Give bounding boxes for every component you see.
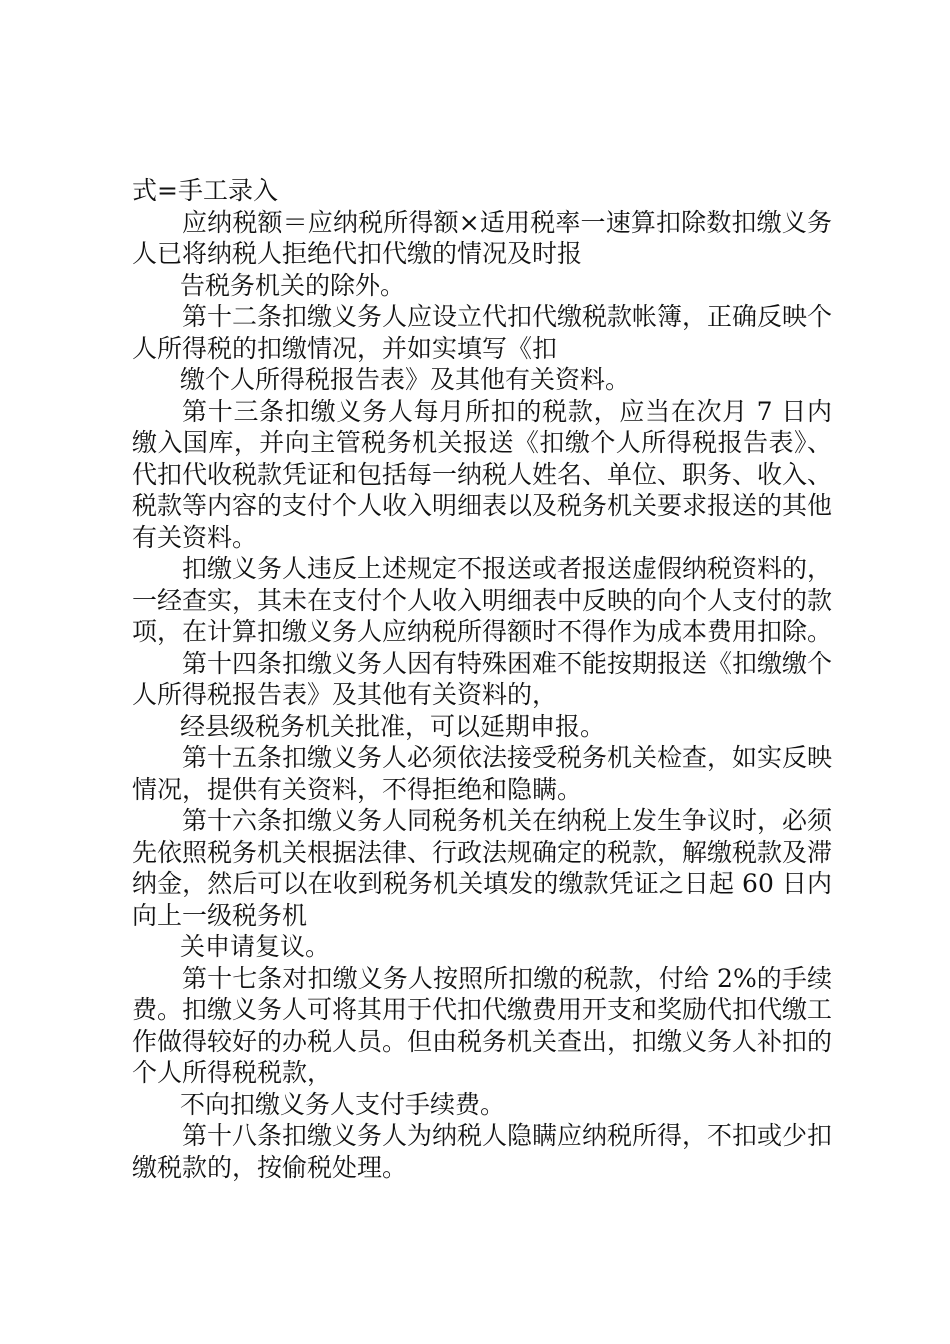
- paragraph-article-16: 第十六条扣缴义务人同税务机关在纳税上发生争议时，必须先依照税务机关根据法律、行政法规确定的税款，解缴税款及滞纳金，然后可以在收到税务机关填发的缴款凭证之日起 60 日内向上一级税务机: [132, 806, 833, 930]
- paragraph-article-15: 第十五条扣缴义务人必须依法接受税务机关检查，如实反映情况，提供有关资料，不得拒绝和隐瞒。: [132, 743, 833, 804]
- paragraph-article-18: 第十八条扣缴义务人为纳税人隐瞒应纳税所得，不扣或少扣缴税款的，按偷税处理。: [132, 1121, 833, 1182]
- paragraph-article-13: 第十三条扣缴义务人每月所扣的税款，应当在次月 7 日内缴入国库，并向主管税务机关报送《扣缴个人所得税报告表》、代扣代收税款凭证和包括每一纳税人姓名、单位、职务、收入、税款等内容的支付个人收入明细表以及税务机关要求报送的其他有关资料。: [132, 396, 833, 552]
- paragraph-continuation: 缴个人所得税报告表》及其他有关资料。: [180, 365, 631, 394]
- paragraph-continuation: 关申请复议。: [180, 932, 331, 961]
- paragraph-continuation: 不向扣缴义务人支付手续费。: [180, 1089, 506, 1119]
- paragraph-article-12: 第十二条扣缴义务人应设立代扣代缴税款帐簿，正确反映个人所得税的扣缴情况，并如实填写《扣: [132, 302, 833, 363]
- paragraph-continuation: 告税务机关的除外。: [180, 270, 406, 300]
- document-body: [132, 175, 832, 1183]
- paragraph-formula-tail: 式=手工录入: [132, 176, 278, 205]
- paragraph-tax-formula: 应纳税额＝应纳税所得额×适用税率一速算扣除数扣缴义务人已将纳税人拒绝代扣代缴的情况及时报: [132, 207, 832, 268]
- paragraph-article-14: 第十四条扣缴义务人因有特殊困难不能按期报送《扣缴缴个人所得税报告表》及其他有关资料的，: [132, 648, 833, 709]
- paragraph-continuation: 经县级税务机关批准，可以延期申报。: [180, 711, 606, 741]
- paragraph-article-17: 第十七条对扣缴义务人按照所扣缴的税款，付给 2%的手续费。扣缴义务人可将其用于代扣代缴费用开支和奖励代扣代缴工作做得较好的办税人员。但由税务机关查出，扣缴义务人补扣的个人所得税税款，: [132, 963, 833, 1087]
- paragraph-violation: 扣缴义务人违反上述规定不报送或者报送虚假纳税资料的，一经查实，其未在支付个人收入明细表中反映的向个人支付的款项，在计算扣缴义务人应纳税所得额时不得作为成本费用扣除。: [132, 554, 833, 646]
